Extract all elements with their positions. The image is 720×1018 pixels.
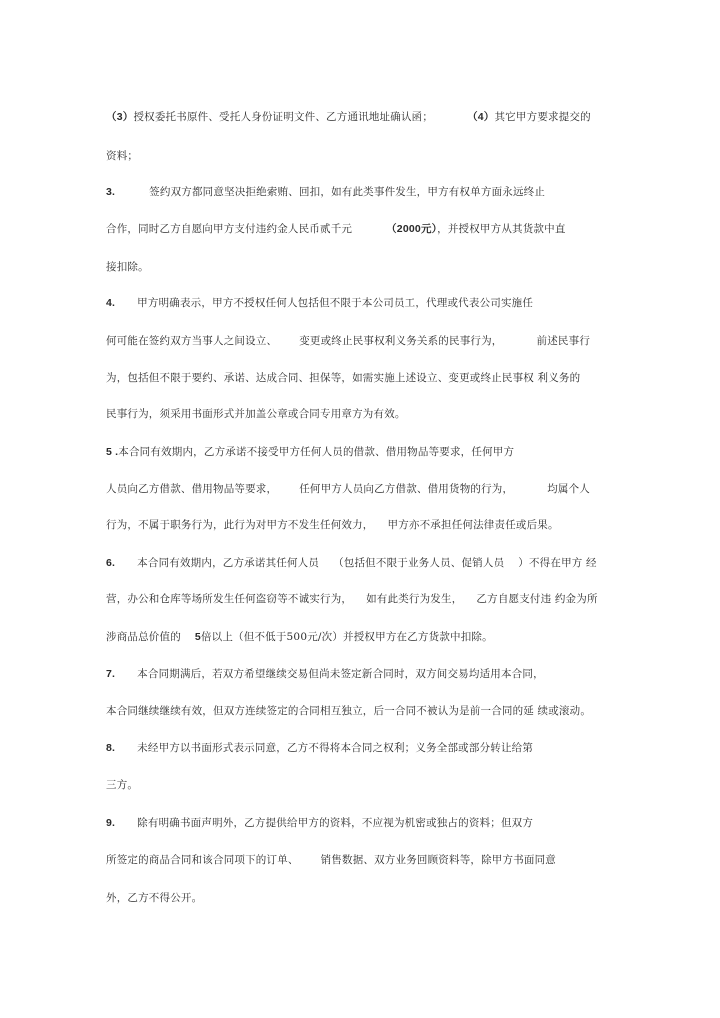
clause-9-line-1: 9. 除有明确书面声明外，乙方提供给甲方的资料，不应视为机密或独占的资料；但双方	[106, 817, 534, 829]
item-number-4: （4）	[467, 111, 495, 123]
clause-9-line-2: 所签定的商品合同和该合同项下的订单、 销售数据、双方业务回顾资料等，除甲方书面同意	[106, 854, 557, 866]
clause-line-1: （3）授权委托书原件、受托人身份证明文件、乙方通讯地址确认函； （4）其它甲方要求提交的	[106, 111, 591, 123]
clause-3-line-3: 接扣除。	[106, 261, 149, 273]
clause-number: 3.	[106, 186, 116, 198]
clause-number: 5 .	[106, 446, 119, 458]
clause-6-line-2: 营，办公和仓库等场所发生任何盗窃等不诚实行为， 如有此类行为发生， 乙方自愿支付违 约金为所	[106, 593, 598, 605]
clause-4-line-2: 何可能在签约双方当事人之间设立、 变更或终止民事权利义务关系的民事行为， 前述民事行	[106, 335, 591, 347]
clause-8-line-1: 8. 未经甲方以书面形式表示同意，乙方不得将本合同之权利；义务全部或部分转让给第	[106, 742, 534, 754]
clause-5-line-1: 5 .本合同有效期内，乙方承诺不接受甲方任何人员的借款、借用物品等要求，任何甲方	[106, 446, 515, 458]
clause-number: 4.	[106, 297, 116, 309]
clause-3-line-2: 合作，同时乙方自愿向甲方支付违约金人民币贰千元 （2000元），并授权甲方从其货款中直	[106, 223, 566, 235]
clause-4-line-3: 为，包括但不限于要约、承诺、达成合同、担保等，如需实施上述设立、变更或终止民事权 利义务的	[106, 372, 581, 384]
clause-4-line-4: 民事行为，须采用书面形式并加盖公章或合同专用章方为有效。	[106, 408, 406, 420]
clause-4-line-1: 4. 甲方明确表示，甲方不授权任何人包括但不限于本公司员工，代理或代表公司实施任	[106, 297, 534, 309]
clause-6-line-1: 6. 本合同有效期内，乙方承诺其任何人员 （包括但不限于业务人员、促销人员 ）不得在甲方 经	[106, 557, 597, 569]
clause-number: 7.	[106, 668, 116, 680]
item-number-3: （3）	[106, 111, 134, 123]
clause-number: 9.	[106, 817, 116, 829]
clause-7-line-1: 7. 本合同期满后，若双方希望继续交易但尚未签定新合同时，双方间交易均适用本合同，	[106, 668, 544, 680]
clause-3-line-1: 3. 签约双方都同意坚决拒绝索贿、回扣，如有此类事件发生，甲方有权单方面永远终止	[106, 186, 546, 198]
clause-9-line-3: 外，乙方不得公开。	[106, 892, 203, 904]
clause-number: 8.	[106, 742, 116, 754]
clause-5-line-3: 行为，不属于职务行为，此行为对甲方不发生任何效力， 甲方亦不承担任何法律责任或后果。	[106, 519, 559, 531]
clause-5-line-2: 人员向乙方借款、借用物品等要求， 任何甲方人员向乙方借款、借用货物的行为， 均属个人	[106, 483, 591, 495]
clause-number: 6.	[106, 557, 116, 569]
penalty-amount: （2000元）	[386, 223, 438, 235]
clause-line-2: 资料；	[106, 150, 139, 162]
clause-7-line-2: 本合同继续继续有效，但双方连续签定的合同相互独立，后一合同不被认为是前一合同的延 续或滚动。	[106, 705, 592, 717]
clause-8-line-2: 三方。	[106, 779, 139, 791]
clause-6-line-3: 涉商品总价值的 5倍以上（但不低于500元/次）并授权甲方在乙方货款中扣除。	[106, 631, 493, 643]
